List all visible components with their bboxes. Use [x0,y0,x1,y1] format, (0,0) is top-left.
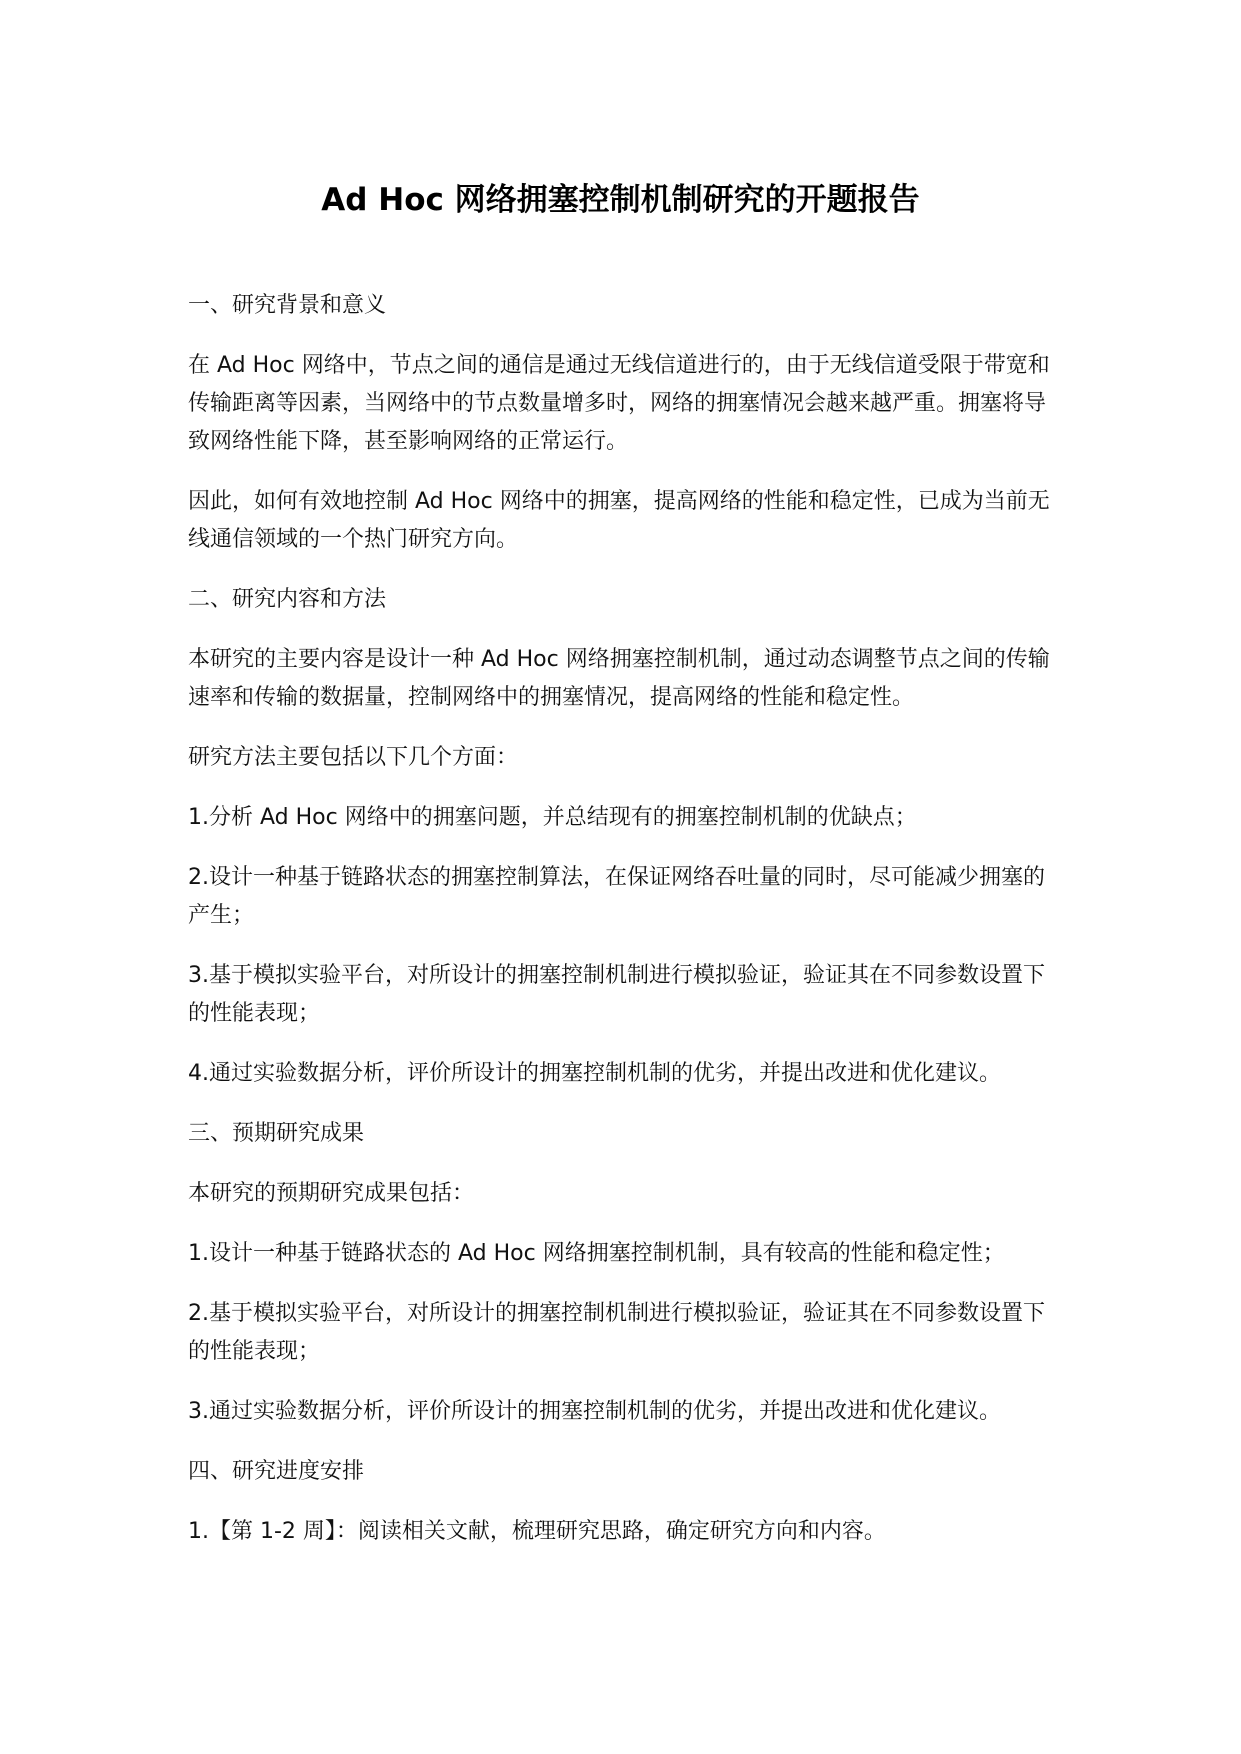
list-item-schedule-1: 1.【第 1-2 周】：阅读相关文献，梳理研究思路，确定研究方向和内容。 [188,1519,886,1544]
list-item-method-2: 2.设计一种基于链路状态的拥塞控制算法，在保证网络吞吐量的同时，尽可能减少拥塞的产生； [188,865,1045,928]
document-title: Ad Hoc 网络拥塞控制机制研究的开题报告 [321,182,920,218]
paragraph-background-2: 因此，如何有效地控制 Ad Hoc 网络中的拥塞，提高网络的性能和稳定性，已成为当前无线通信领域的一个热门研究方向。 [188,489,1050,552]
list-item-result-1: 1.设计一种基于链路状态的 Ad Hoc 网络拥塞控制机制，具有较高的性能和稳定性； [188,1241,1005,1266]
paragraph-method-intro: 研究方法主要包括以下几个方面： [188,745,519,770]
section-heading-schedule: 四、研究进度安排 [188,1459,365,1484]
section-heading-content-method: 二、研究内容和方法 [188,587,387,612]
section-heading-background: 一、研究背景和意义 [188,293,387,318]
list-item-result-3: 3.通过实验数据分析，评价所设计的拥塞控制机制的优劣，并提出改进和优化建议。 [188,1399,1001,1424]
paragraph-content-main: 本研究的主要内容是设计一种 Ad Hoc 网络拥塞控制机制，通过动态调整节点之间的传输速率和传输的数据量，控制网络中的拥塞情况，提高网络的性能和稳定性。 [188,647,1050,710]
paragraph-background-1: 在 Ad Hoc 网络中，节点之间的通信是通过无线信道进行的，由于无线信道受限于带宽和传输距离等因素，当网络中的节点数量增多时，网络的拥塞情况会越来越严重。拥塞将导致网络性能下降，甚至影响网络的正常运行。 [188,353,1050,454]
list-item-method-1: 1.分析 Ad Hoc 网络中的拥塞问题，并总结现有的拥塞控制机制的优缺点； [188,805,917,830]
section-heading-expected-results: 三、预期研究成果 [188,1121,365,1146]
list-item-result-2: 2.基于模拟实验平台，对所设计的拥塞控制机制进行模拟验证，验证其在不同参数设置下的性能表现； [188,1301,1045,1364]
document-body [188,287,1058,1573]
paragraph-results-intro: 本研究的预期研究成果包括： [188,1181,475,1206]
list-item-method-3: 3.基于模拟实验平台，对所设计的拥塞控制机制进行模拟验证，验证其在不同参数设置下的性能表现； [188,963,1045,1026]
list-item-method-4: 4.通过实验数据分析，评价所设计的拥塞控制机制的优劣，并提出改进和优化建议。 [188,1061,1001,1086]
